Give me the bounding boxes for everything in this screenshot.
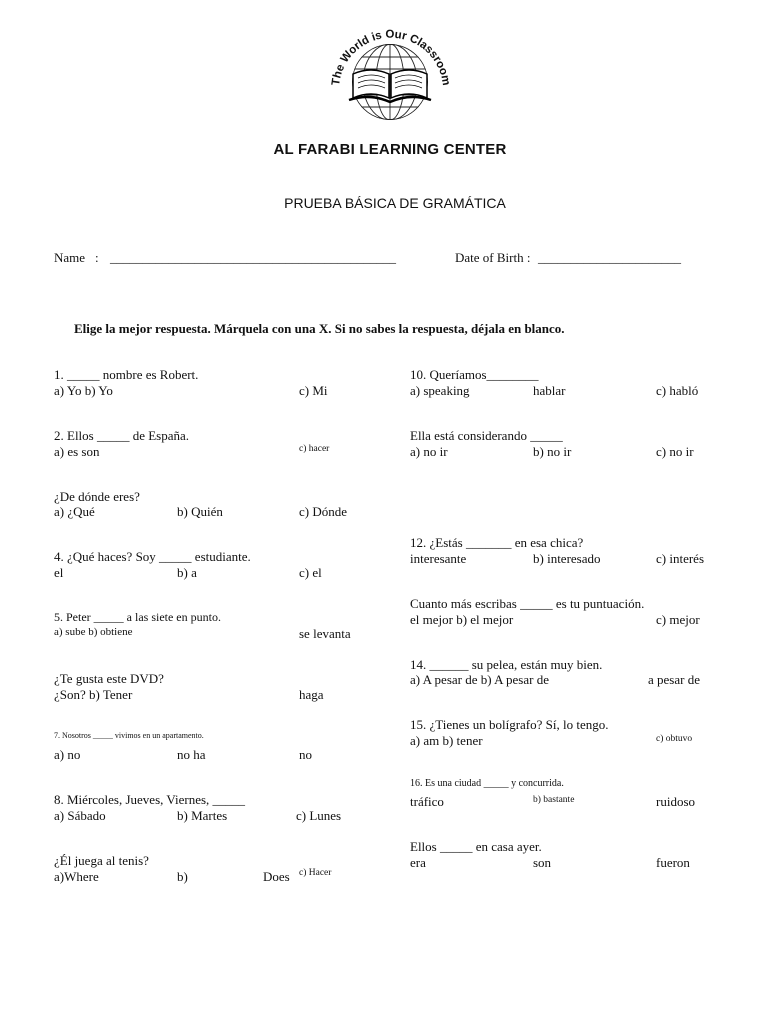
option-c[interactable]: c) Hacer <box>299 868 332 878</box>
option-a[interactable]: a) Yo b) Yo <box>54 383 113 398</box>
option-b[interactable]: hablar <box>533 383 566 398</box>
question-prompt: 12. ¿Estás _______ en esa chica? <box>410 535 584 550</box>
option-a[interactable]: a) A pesar de b) A pesar de <box>410 672 549 687</box>
option-b[interactable]: b) <box>177 869 188 884</box>
option-b[interactable]: b) a <box>177 565 197 580</box>
option-c[interactable]: haga <box>299 687 324 702</box>
question-prompt: 15. ¿Tienes un bolígrafo? Sí, lo tengo. <box>410 717 609 732</box>
question-prompt: 2. Ellos _____ de España. <box>54 428 190 443</box>
dob-field-line[interactable]: ______________________ <box>538 250 681 265</box>
question-prompt: 10. Queríamos________ <box>410 367 539 382</box>
option-a[interactable]: a) am b) tener <box>410 733 483 748</box>
question-prompt: 16. Es una ciudad _____ y concurrida. <box>410 778 564 789</box>
globe-book-logo <box>323 22 457 132</box>
logo-motto: The World is Our Classroom <box>330 28 452 87</box>
name-colon: : <box>95 250 99 265</box>
question-prompt: Ellos _____ en casa ayer. <box>410 839 542 854</box>
question-prompt: 14. ______ su pelea, están muy bien. <box>410 657 603 672</box>
option-c[interactable]: se levanta <box>299 626 351 641</box>
center-name: AL FARABI LEARNING CENTER <box>273 141 507 158</box>
option-a[interactable]: era <box>410 855 426 870</box>
question-prompt: Ella está considerando _____ <box>410 428 563 443</box>
option-c[interactable]: c) Dónde <box>299 504 348 519</box>
question-prompt: 8. Miércoles, Jueves, Viernes, _____ <box>54 792 246 807</box>
option-a[interactable]: tráfico <box>410 794 444 809</box>
option-a[interactable]: a) Sábado <box>54 808 106 823</box>
option-b[interactable]: b) interesado <box>533 551 601 566</box>
option-a[interactable]: ¿Son? b) Tener <box>54 687 133 702</box>
option-a[interactable]: a) ¿Qué <box>54 504 95 519</box>
name-label: Name <box>54 250 86 265</box>
option-a[interactable]: a) sube b) obtiene <box>54 626 133 638</box>
question-prompt: ¿De dónde eres? <box>54 489 140 504</box>
option-c[interactable]: c) mejor <box>656 612 700 627</box>
option-c[interactable]: c) hacer <box>299 444 330 454</box>
option-b[interactable]: b) bastante <box>533 795 575 805</box>
option-a[interactable]: a) es son <box>54 444 100 459</box>
option-b[interactable]: b) Quién <box>177 504 223 519</box>
option-c[interactable]: ruidoso <box>656 794 695 809</box>
option-c[interactable]: fueron <box>656 855 690 870</box>
option-c[interactable]: c) Lunes <box>296 808 342 823</box>
question-prompt: ¿Te gusta este DVD? <box>54 671 164 686</box>
option-b[interactable]: b) Martes <box>177 808 228 823</box>
option-a[interactable]: el <box>54 565 64 580</box>
option-a[interactable]: a) speaking <box>410 383 470 398</box>
option-b[interactable]: b) no ir <box>533 444 572 459</box>
option-a[interactable]: el mejor b) el mejor <box>410 612 514 627</box>
option-c[interactable]: c) obtuvo <box>656 734 693 744</box>
option-c[interactable]: c) el <box>299 565 322 580</box>
option-b[interactable]: no ha <box>177 747 206 762</box>
option-c[interactable]: no <box>299 747 312 762</box>
option-a[interactable]: interesante <box>410 551 467 566</box>
question-prompt: Cuanto más escribas _____ es tu puntuación. <box>410 596 645 611</box>
option-a[interactable]: a) no ir <box>410 444 448 459</box>
question-prompt: 5. Peter _____ a las siete en punto. <box>54 610 221 624</box>
option-c[interactable]: c) no ir <box>656 444 694 459</box>
question-prompt: 1. _____ nombre es Robert. <box>54 367 199 382</box>
option-b-text[interactable]: Does <box>263 869 290 884</box>
option-c[interactable]: c) habló <box>656 383 699 398</box>
test-title: PRUEBA BÁSICA DE GRAMÁTICA <box>284 195 506 211</box>
option-a[interactable]: a)Where <box>54 869 99 884</box>
option-c[interactable]: c) Mi <box>299 383 328 398</box>
dob-label: Date of Birth : <box>455 250 531 265</box>
option-c[interactable]: a pesar de <box>648 672 700 687</box>
question-prompt: ¿Él juega al tenis? <box>54 853 149 868</box>
name-field-line[interactable]: ____________________________________________ <box>110 250 396 265</box>
option-c[interactable]: c) interés <box>656 551 705 566</box>
question-prompt: 4. ¿Qué haces? Soy _____ estudiante. <box>54 549 251 564</box>
option-b[interactable]: son <box>533 855 552 870</box>
option-a[interactable]: a) no <box>54 747 81 762</box>
question-prompt: 7. Nosotros _____ vivimos en un apartamento. <box>54 731 204 740</box>
instructions: Elige la mejor respuesta. Márquela con una X. Si no sabes la respuesta, déjala en blanco. <box>74 321 565 336</box>
